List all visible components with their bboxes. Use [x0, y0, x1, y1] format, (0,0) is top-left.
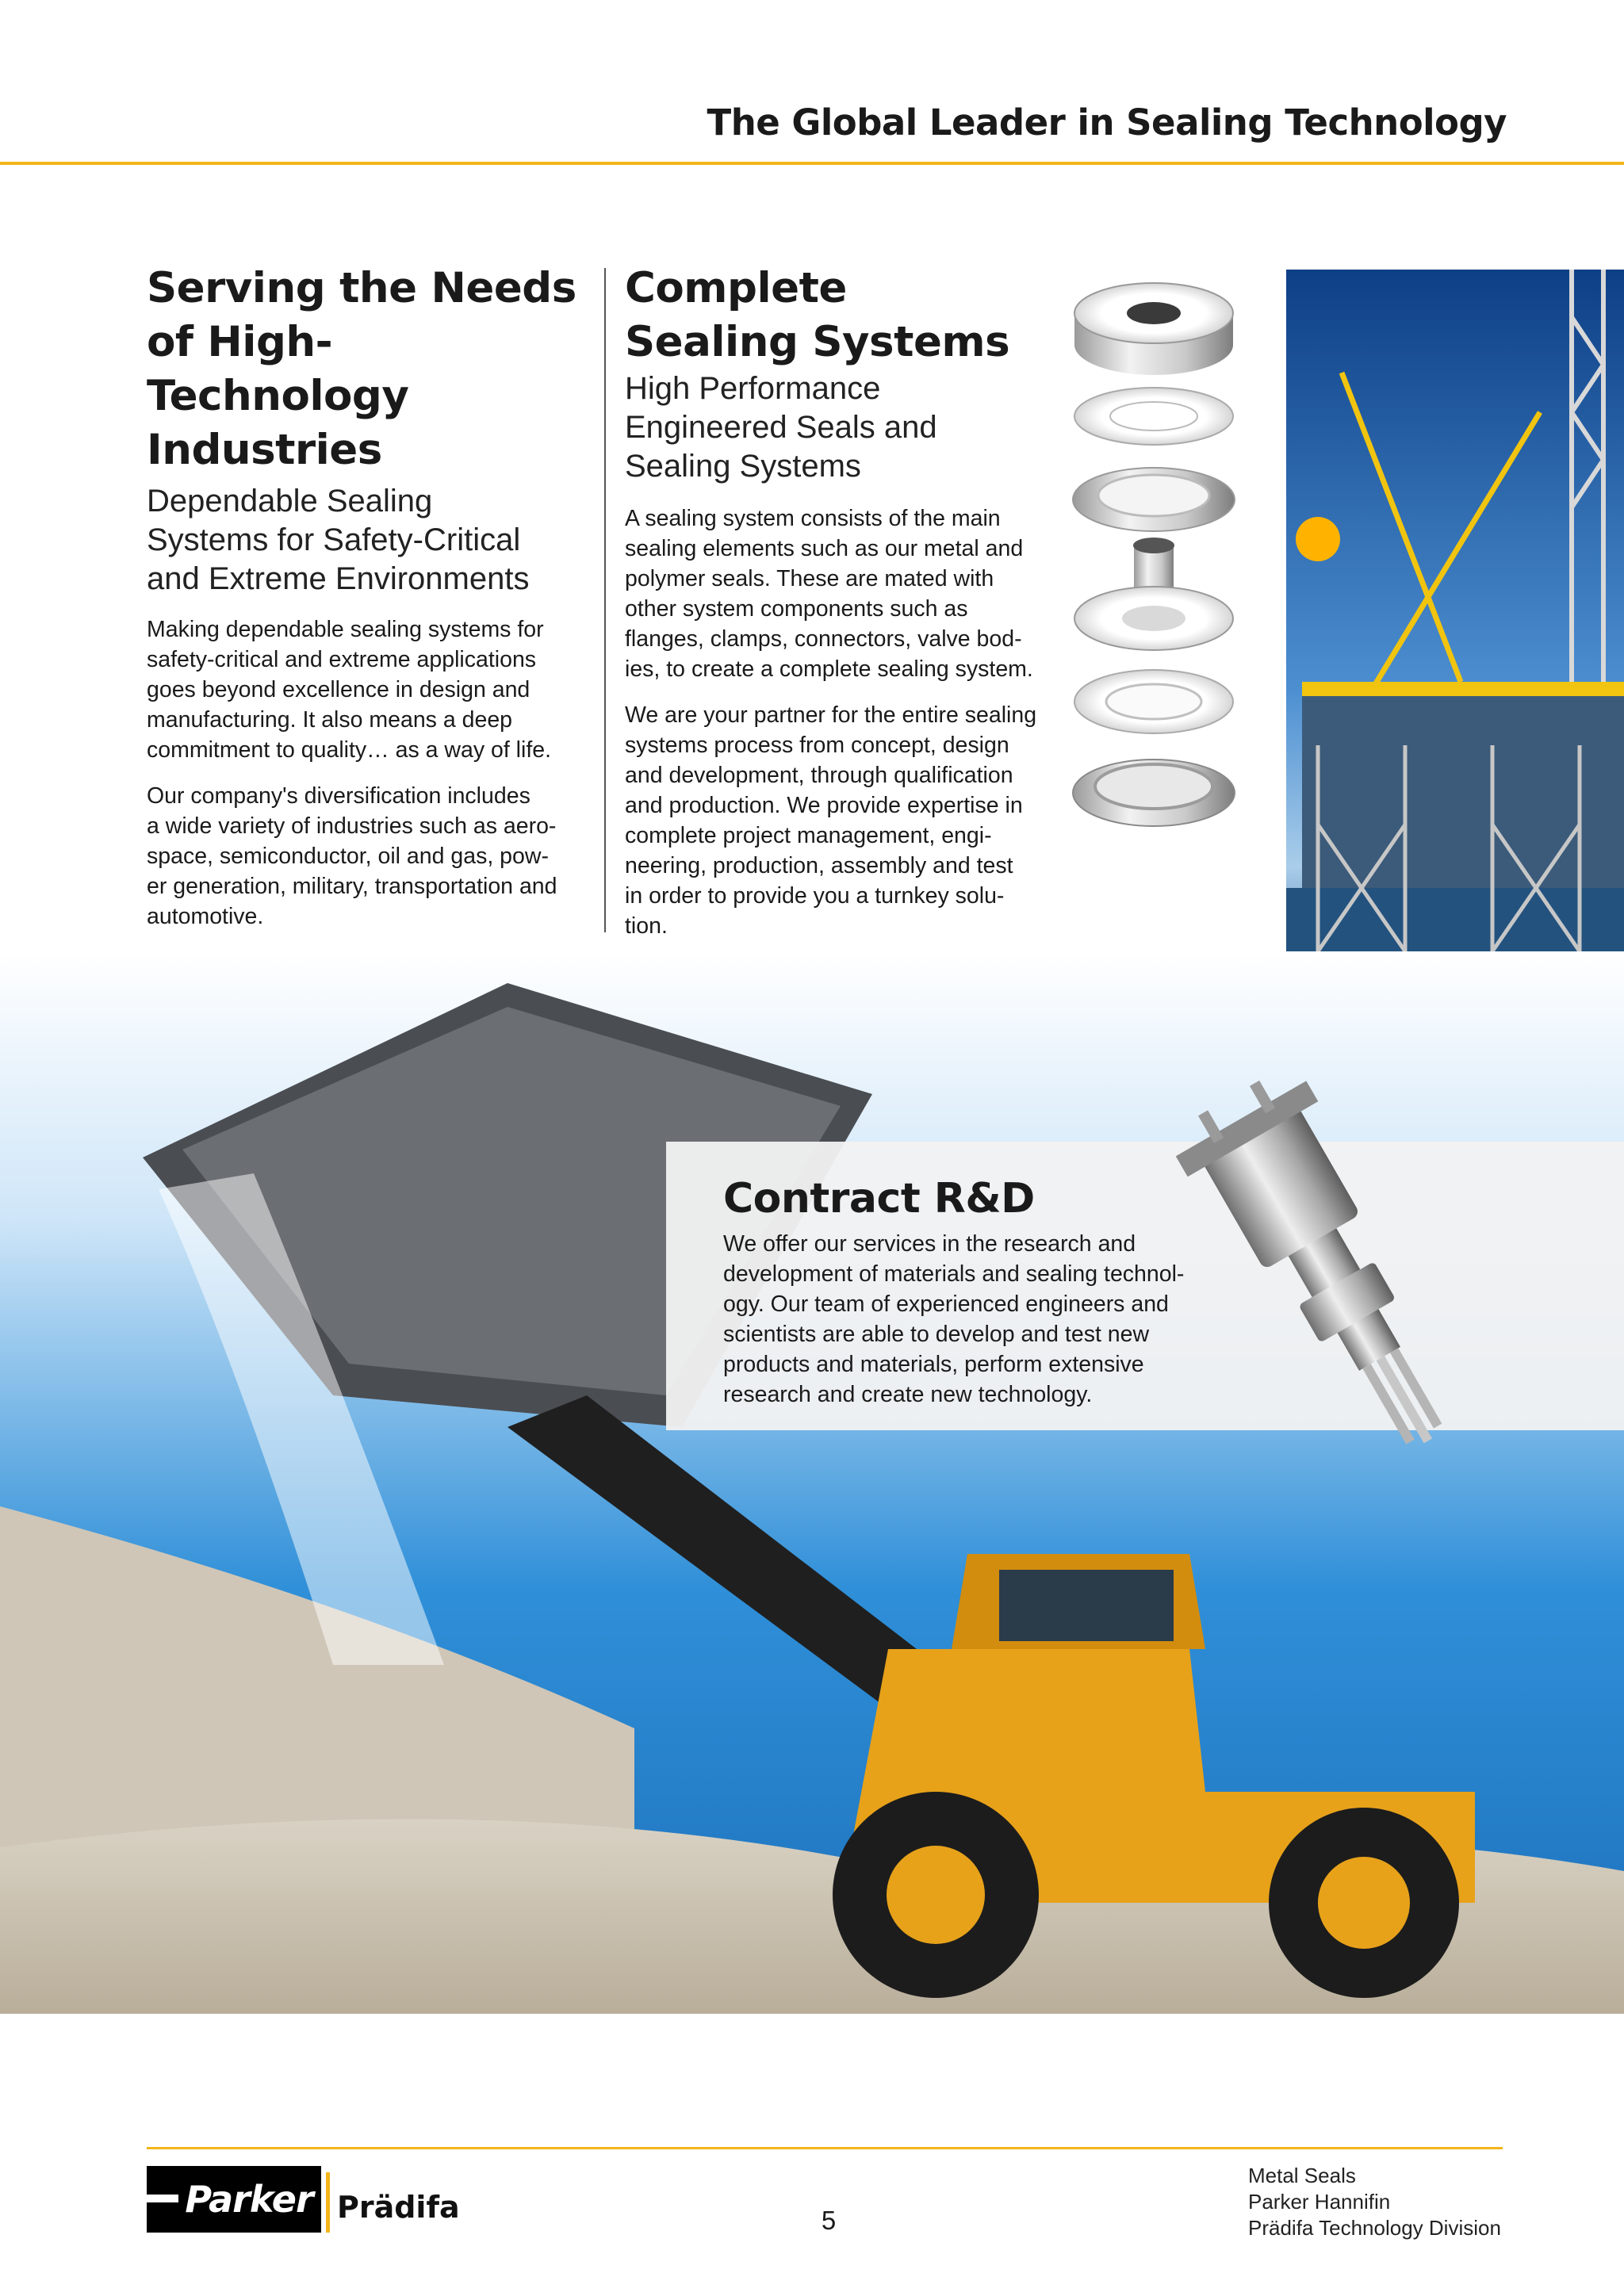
- subheading-line: Engineered Seals and: [625, 410, 937, 445]
- text-line: complete project management, engi-: [625, 823, 992, 848]
- subheading-dependable-sealing: [147, 482, 579, 599]
- footer-line: Metal Seals: [1248, 2164, 1356, 2187]
- paragraph-diversification: [147, 781, 579, 932]
- header-rule: [0, 162, 1624, 165]
- footer-rule: [147, 2147, 1503, 2149]
- page-number: 5: [821, 2206, 837, 2235]
- column-complete-sealing: [625, 262, 1057, 941]
- text-line: ies, to create a complete sealing system.: [625, 656, 1033, 682]
- text-line: Making dependable sealing systems for: [147, 617, 544, 642]
- page-header-title: The Global Leader in Sealing Technology: [707, 101, 1507, 144]
- text-line: er generation, military, transportation and: [147, 874, 557, 899]
- text-line: automotive.: [147, 904, 264, 929]
- text-line: manufacturing. It also means a deep: [147, 707, 513, 733]
- test-tool-illustration: [1158, 1070, 1507, 1483]
- text-line: tion.: [625, 913, 668, 939]
- subheading-line: and Extreme Environments: [147, 561, 530, 596]
- seal-ring-top: [1074, 283, 1233, 375]
- paragraph-partner: [625, 700, 1057, 941]
- heading-line: Sealing Systems: [625, 318, 1010, 366]
- text-line: systems process from concept, design: [625, 733, 1009, 758]
- text-line: development of materials and sealing technol-: [723, 1261, 1185, 1287]
- parker-logo-text: Parker: [185, 2178, 313, 2221]
- footer-division-info: [1248, 2163, 1501, 2241]
- text-line: flanges, clamps, connectors, valve bod-: [625, 626, 1022, 652]
- seal-ring-mid: [1074, 587, 1233, 650]
- text-line: neering, production, assembly and test: [625, 853, 1013, 878]
- text-line: We offer our services in the research and: [723, 1231, 1136, 1257]
- text-line: Our company's diversification includes: [147, 783, 530, 809]
- seal-ring-groove: [1073, 468, 1235, 531]
- offshore-rig-photo: [1286, 270, 1624, 1035]
- seal-ring-bottom: [1073, 760, 1235, 826]
- heading-line: of High-Technology: [147, 318, 409, 420]
- text-line: A sealing system consists of the main: [625, 506, 1001, 531]
- column-high-technology: [147, 262, 579, 932]
- contract-rd-paragraph: [723, 1229, 1215, 1410]
- text-line: products and materials, perform extensive: [723, 1352, 1144, 1377]
- footer-line: Parker Hannifin: [1248, 2190, 1391, 2214]
- column-divider: [604, 268, 606, 932]
- text-line: a wide variety of industries such as aero-: [147, 813, 557, 839]
- text-line: and production. We provide expertise in: [625, 793, 1023, 818]
- text-line: commitment to quality… as a way of life.: [147, 737, 552, 763]
- seal-ring-flat: [1074, 388, 1233, 445]
- seal-ring-lower: [1074, 670, 1233, 733]
- text-line: in order to provide you a turnkey solu-: [625, 883, 1005, 909]
- parker-pradifa-logo: [147, 2166, 460, 2233]
- text-line: scientists are able to develop and test new: [723, 1322, 1150, 1347]
- text-line: other system components such as: [625, 596, 968, 622]
- subheading-line: Systems for Safety-Critical: [147, 522, 521, 557]
- subheading-line: Sealing Systems: [625, 449, 861, 484]
- footer-line: Prädifa Technology Division: [1248, 2216, 1501, 2240]
- contract-rd-section: [723, 1173, 1215, 1410]
- heading-line: Serving the Needs: [147, 264, 576, 312]
- pradifa-logo-text: Prädifa: [337, 2190, 460, 2225]
- text-line: polymer seals. These are mated with: [625, 566, 994, 591]
- text-line: safety-critical and extreme applications: [147, 647, 537, 672]
- heading-complete-sealing: [625, 262, 1057, 369]
- paragraph-dependable: [147, 614, 579, 765]
- text-line: We are your partner for the entire sealing: [625, 702, 1037, 728]
- seal-stack-illustration: [1063, 270, 1245, 856]
- text-line: research and create new technology.: [723, 1382, 1093, 1407]
- subheading-high-performance: [625, 369, 1057, 486]
- parker-logo-stripe: [147, 2195, 178, 2202]
- heading-line: Complete: [625, 264, 847, 312]
- subheading-line: Dependable Sealing: [147, 484, 433, 519]
- heading-line: Industries: [147, 426, 382, 474]
- text-line: sealing elements such as our metal and: [625, 536, 1024, 561]
- heading-serving-needs: [147, 262, 579, 477]
- text-line: space, semiconductor, oil and gas, pow-: [147, 844, 549, 869]
- paragraph-sealing-system: [625, 503, 1057, 684]
- text-line: goes beyond excellence in design and: [147, 677, 530, 702]
- logo-divider: [326, 2172, 330, 2233]
- text-line: ogy. Our team of experienced engineers and: [723, 1292, 1169, 1317]
- text-line: and development, through qualification: [625, 763, 1013, 788]
- contract-rd-title: Contract R&D: [723, 1175, 1035, 1223]
- subheading-line: High Performance: [625, 371, 881, 406]
